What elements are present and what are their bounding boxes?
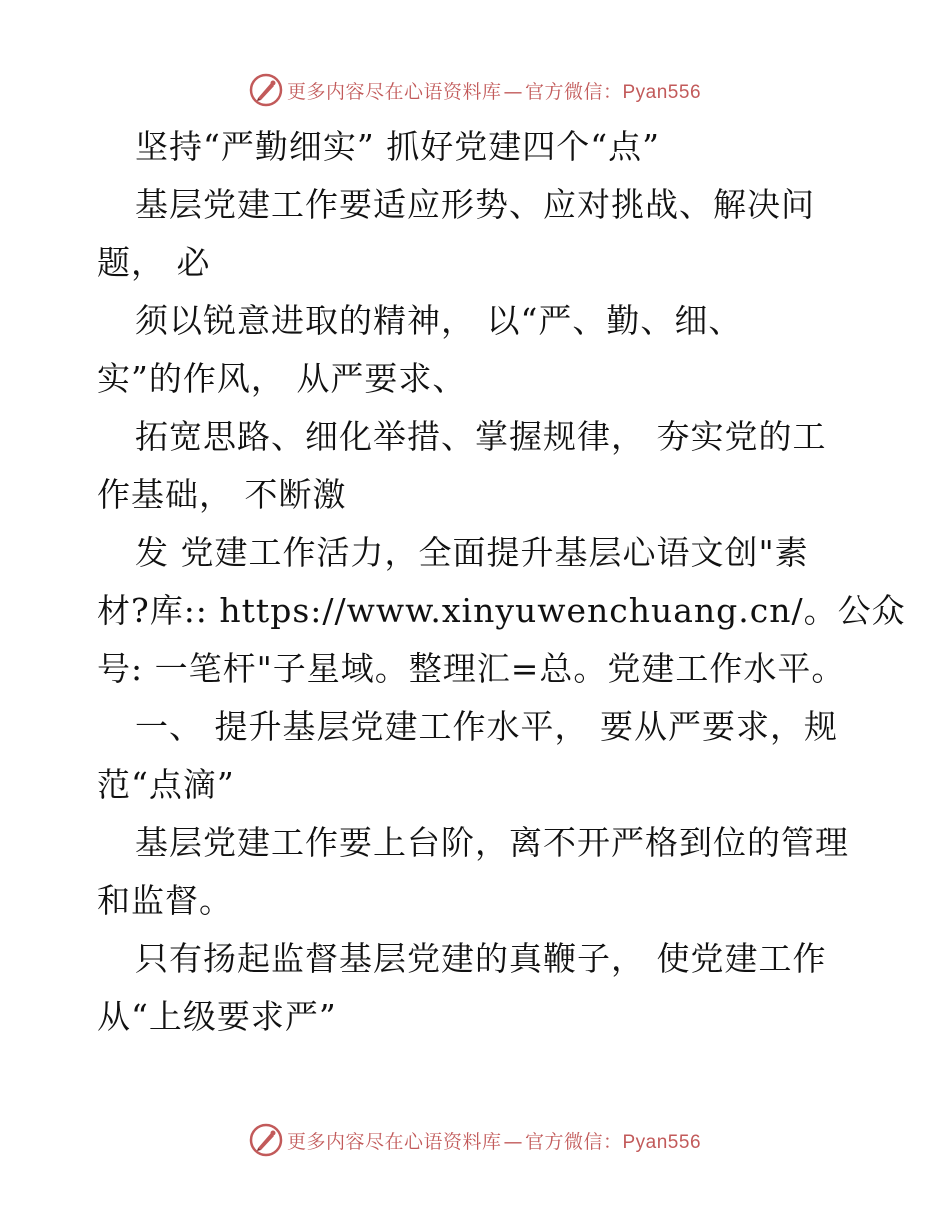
banner-wechat-label: 官方微信： [524,1130,623,1153]
banner-dash: — [503,1130,523,1153]
text-line: 实”的作风， 从严要求、 [97,359,467,398]
document-title: 坚持“严勤细实” 抓好党建四个“点” [135,127,660,166]
text-line: 范“点滴” [97,765,235,804]
footer-banner [0,1120,950,1160]
section-heading: 一、 提升基层党建工作水平， 要从严要求，规 [135,707,838,746]
text-line: 基层党建工作要上台阶，离不开严格到位的管理 [135,823,849,862]
header-banner [0,70,950,110]
banner-dash: — [503,80,523,103]
banner-text [287,77,701,104]
text-line: 只有扬起监督基层党建的真鞭子， 使党建工作 [135,939,827,978]
text-line: 材?库:: https://www.xinyuwenchuang.cn/。公众 [97,591,906,630]
pen-logo-icon [249,73,283,107]
text-line: 发 党建工作活力，全面提升基层心语文创"素 [135,533,809,572]
text-line: 作基础， 不断激 [97,475,347,514]
text-line: 题， 必 [97,243,211,282]
text-line: 基层党建工作要适应形势、应对挑战、解决问 [135,185,815,224]
banner-wechat-id: Pyan556 [622,81,702,103]
banner-main-text: 更多内容尽在心语资料库 [286,80,502,103]
text-line: 须以锐意进取的精神， 以“严、勤、细、 [135,301,743,340]
text-line: 从“上级要求严” [97,997,337,1036]
document-body [97,118,906,1046]
text-line: 拓宽思路、细化举措、掌握规律， 夯实党的工 [135,417,827,456]
banner-wechat-id: Pyan556 [622,1131,702,1153]
text-line: 号: 一笔杆"子星域。整理汇=总。党建工作水平。 [97,649,846,688]
text-line: 和监督。 [97,881,233,920]
banner-main-text: 更多内容尽在心语资料库 [286,1130,502,1153]
banner-text [287,1127,701,1154]
banner-wechat-label: 官方微信： [524,80,623,103]
pen-logo-icon [249,1123,283,1157]
